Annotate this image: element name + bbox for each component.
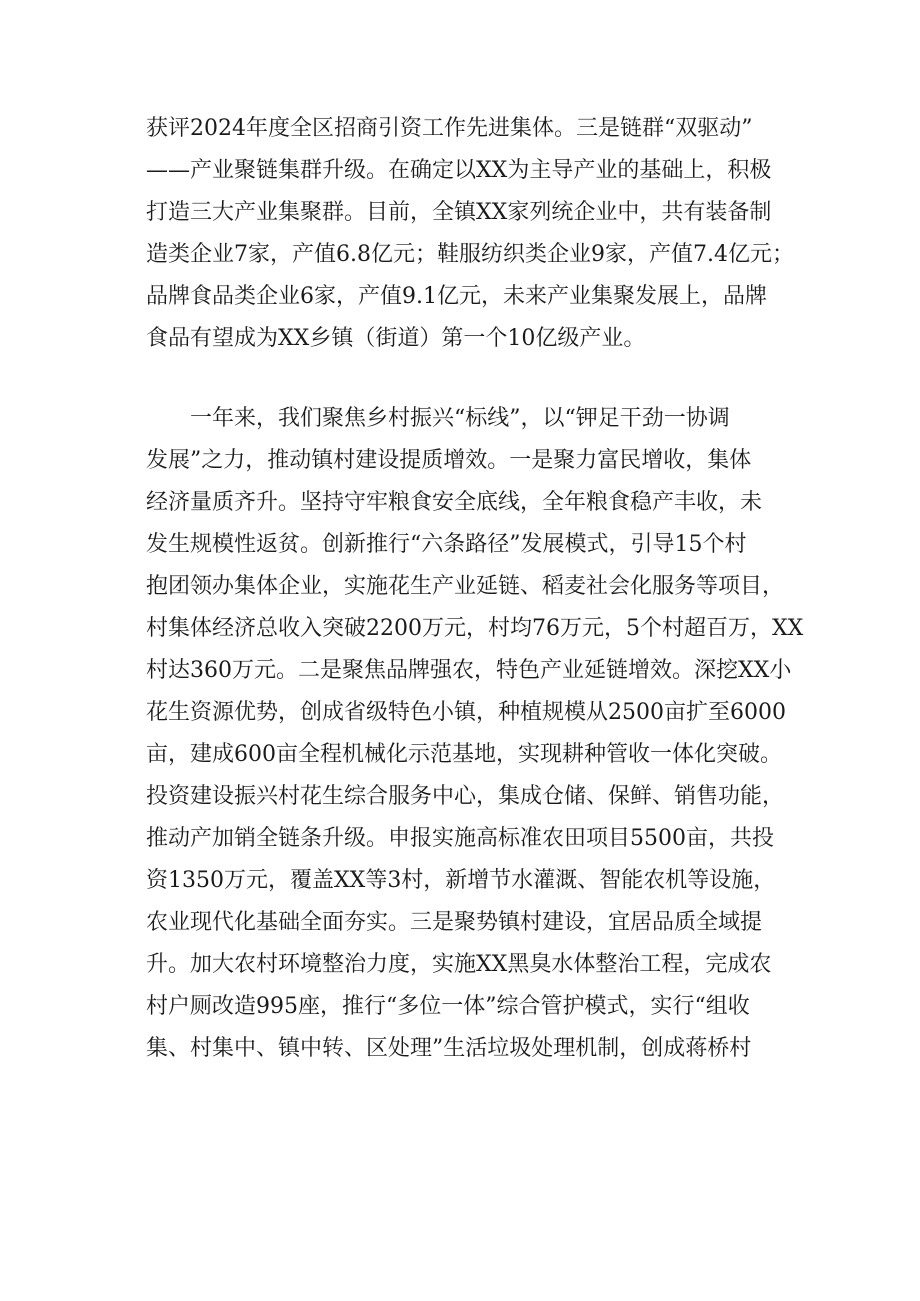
text-line: 升。加大农村环境整治力度，实施XX黑臭水体整治工程，完成农	[146, 952, 772, 977]
text-line: 村户厕改造995座，推行“多位一体”综合管护模式，实行“组收	[146, 994, 750, 1019]
text-line: 村集体经济总收入突破2200万元，村均76万元，5个村超百万，XX	[146, 616, 804, 641]
text-line: 发生规模性返贫。创新推行“六条路径”发展模式，引导15个村	[146, 532, 747, 557]
text-line: 打造三大产业集聚群。目前，全镇XX家列统企业中，共有装备制	[146, 200, 772, 225]
text-line: 农业现代化基础全面夯实。三是聚势镇村建设，宜居品质全域提	[146, 910, 763, 935]
text-line: 造类企业7家，产值6.8亿元；鞋服纺织类企业9家，产值7.4亿元；	[146, 242, 794, 267]
text-line: 一年来，我们聚焦乡村振兴“标线”，以“钾足干劲一协调	[190, 406, 730, 431]
text-line: 发展”之力，推动镇村建设提质增效。一是聚力富民增收，集体	[146, 448, 752, 473]
text-line: 抱团领办集体企业，实施花生产业延链、稻麦社会化服务等项目，	[146, 574, 785, 599]
text-line: 集、村集中、镇中转、区处理”生活垃圾处理机制，创成蒋桥村	[146, 1036, 752, 1061]
text-line: 村达360万元。二是聚焦品牌强农，特色产业延链增效。深挖XX小	[146, 658, 792, 683]
text-line: 经济量质齐升。坚持守牢粮食安全底线，全年粮食稳产丰收，未	[146, 490, 763, 515]
text-line: 花生资源优势，创成省级特色小镇，种植规模从2500亩扩至6000	[146, 700, 786, 725]
text-line: 亩，建成600亩全程机械化示范基地，实现耕种管收一体化突破。	[146, 742, 782, 767]
text-line: 投资建设振兴村花生综合服务中心，集成仓储、保鲜、销售功能，	[146, 784, 785, 809]
text-line: 资1350万元，覆盖XX等3村，新增节水灌溉、智能农机等设施，	[146, 868, 776, 893]
text-line: 品牌食品类企业6家，产值9.1亿元，未来产业集聚发展上，品牌	[146, 284, 767, 309]
text-line: 推动产加销全链条升级。申报实施高标准农田项目5500亩，共投	[146, 826, 774, 851]
text-line: 获评2024年度全区招商引资工作先进集体。三是链群“双驱动”	[146, 116, 753, 141]
text-line: 食品有望成为XX乡镇（街道）第一个10亿级产业。	[146, 326, 646, 351]
text-line: ——产业聚链集群升级。在确定以XX为主导产业的基础上，积极	[146, 158, 772, 183]
